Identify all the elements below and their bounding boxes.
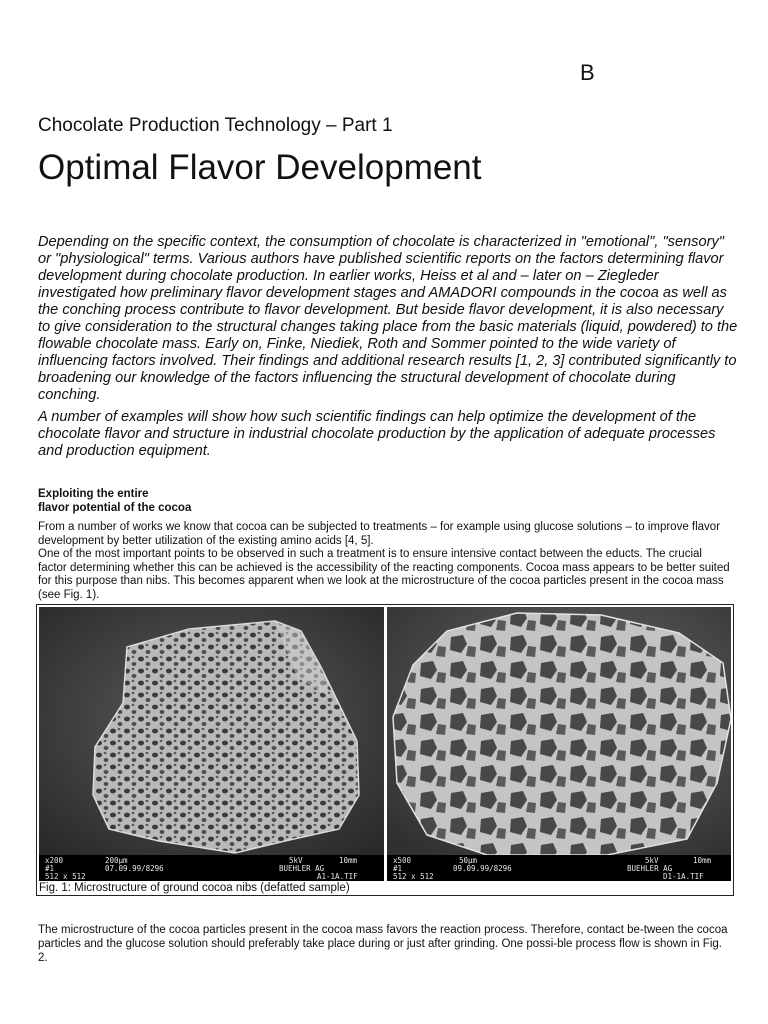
sem-date: 07.09.99/8296 xyxy=(105,864,164,873)
abstract-paragraph-1: Depending on the specific context, the consumption of chocolate is characterized in "emotional", "sensory" or "physiological" terms. Various authors have published scientific reports on the factors determining flavor development during chocolate production. In earlier works, Heiss et al and – later on – Ziegleder investigated how preliminary flavor development stages and AMADORI compounds in the cocoa as well as the conching process contribute to flavor development. But beside flavor development, it is also necessary to give consideration to the structural changes taking place from the basic materials (liquid, powdered) to the flowable chocolate mass. Early on, Finke, Niediek, Roth and Sommer pointed to the wide variety of influencing factors involved. Their findings and additional research results [1, 2, 3] contributed significantly to broadening our knowledge of the factors influencing the structural development of chocolate during conching. xyxy=(38,234,738,403)
cocoa-particle-x200-graphic xyxy=(39,607,384,855)
body-paragraph-2: One of the most important points to be observed in such a treatment is to ensure intensive contact between the educts. The crucial factor determining whether this can be achieved is the accessibility of the reacting components. Cocoa mass appears to be better suited for this purpose than nibs. This becomes apparent when we look at the microstructure of the cocoa particles present in the cocoa mass (see Fig. 1). xyxy=(38,548,730,601)
sem-file: A1-1A.TIF xyxy=(317,872,358,881)
sem-num: #1 xyxy=(45,864,55,873)
sem-lab: BUEHLER AG xyxy=(627,864,673,873)
sem-wd: 10mm xyxy=(339,856,358,865)
page-marker: B xyxy=(580,60,595,85)
abstract-paragraph-2: A number of examples will show how such scientific findings can help optimize the development of the chocolate flavor and structure in industrial chocolate production by the application of adequate processes and production equipment. xyxy=(38,409,716,459)
body-paragraph-1: From a number of works we know that cocoa can be subjected to treatments – for example using glucose solutions – to improve flavor development by better utilization of the existing amino acids [4, 5]. xyxy=(38,521,721,547)
sem-file: D1-1A.TIF xyxy=(663,872,704,881)
sem-mag: x500 xyxy=(393,856,412,865)
sem-kv: 5kV xyxy=(289,856,303,865)
section-heading-line-2: flavor potential of the cocoa xyxy=(38,501,192,514)
sem-mag: x200 xyxy=(45,856,64,865)
sem-num: #1 xyxy=(393,864,403,873)
sem-res: 512 x 512 xyxy=(45,872,86,881)
sem-image-right xyxy=(387,607,731,881)
sem-date: 09.09.99/8296 xyxy=(453,864,512,873)
figure-caption: Fig. 1: Microstructure of ground cocoa nibs (defatted sample) xyxy=(39,882,350,894)
sem-info-strip-right xyxy=(387,855,731,881)
sem-info-strip-left xyxy=(39,855,384,881)
cocoa-particle-x500-graphic xyxy=(387,607,731,855)
closing-paragraph: The microstructure of the cocoa particles present in the cocoa mass favors the reaction process. Therefore, contact be-tween the cocoa particles and the glucose solution should preferably take place during or just after grinding. One possi-ble process flow is shown in Fig. 2. xyxy=(38,924,728,964)
figure-1 xyxy=(36,604,734,896)
page-title: Optimal Flavor Development xyxy=(38,148,482,187)
closing-body xyxy=(38,923,732,965)
section-heading xyxy=(38,488,191,515)
section-heading-line-1: Exploiting the entire xyxy=(38,488,149,500)
series-title: Chocolate Production Technology – Part 1 xyxy=(38,115,393,136)
sem-wd: 10mm xyxy=(693,856,712,865)
sem-kv: 5kV xyxy=(645,856,659,865)
section-body xyxy=(38,521,732,602)
sem-lab: BUEHLER AG xyxy=(279,864,325,873)
abstract xyxy=(38,234,738,465)
sem-scale: 50µm xyxy=(459,856,478,865)
sem-scale: 200µm xyxy=(105,856,128,865)
sem-res: 512 x 512 xyxy=(393,872,434,881)
sem-image-left xyxy=(39,607,384,881)
